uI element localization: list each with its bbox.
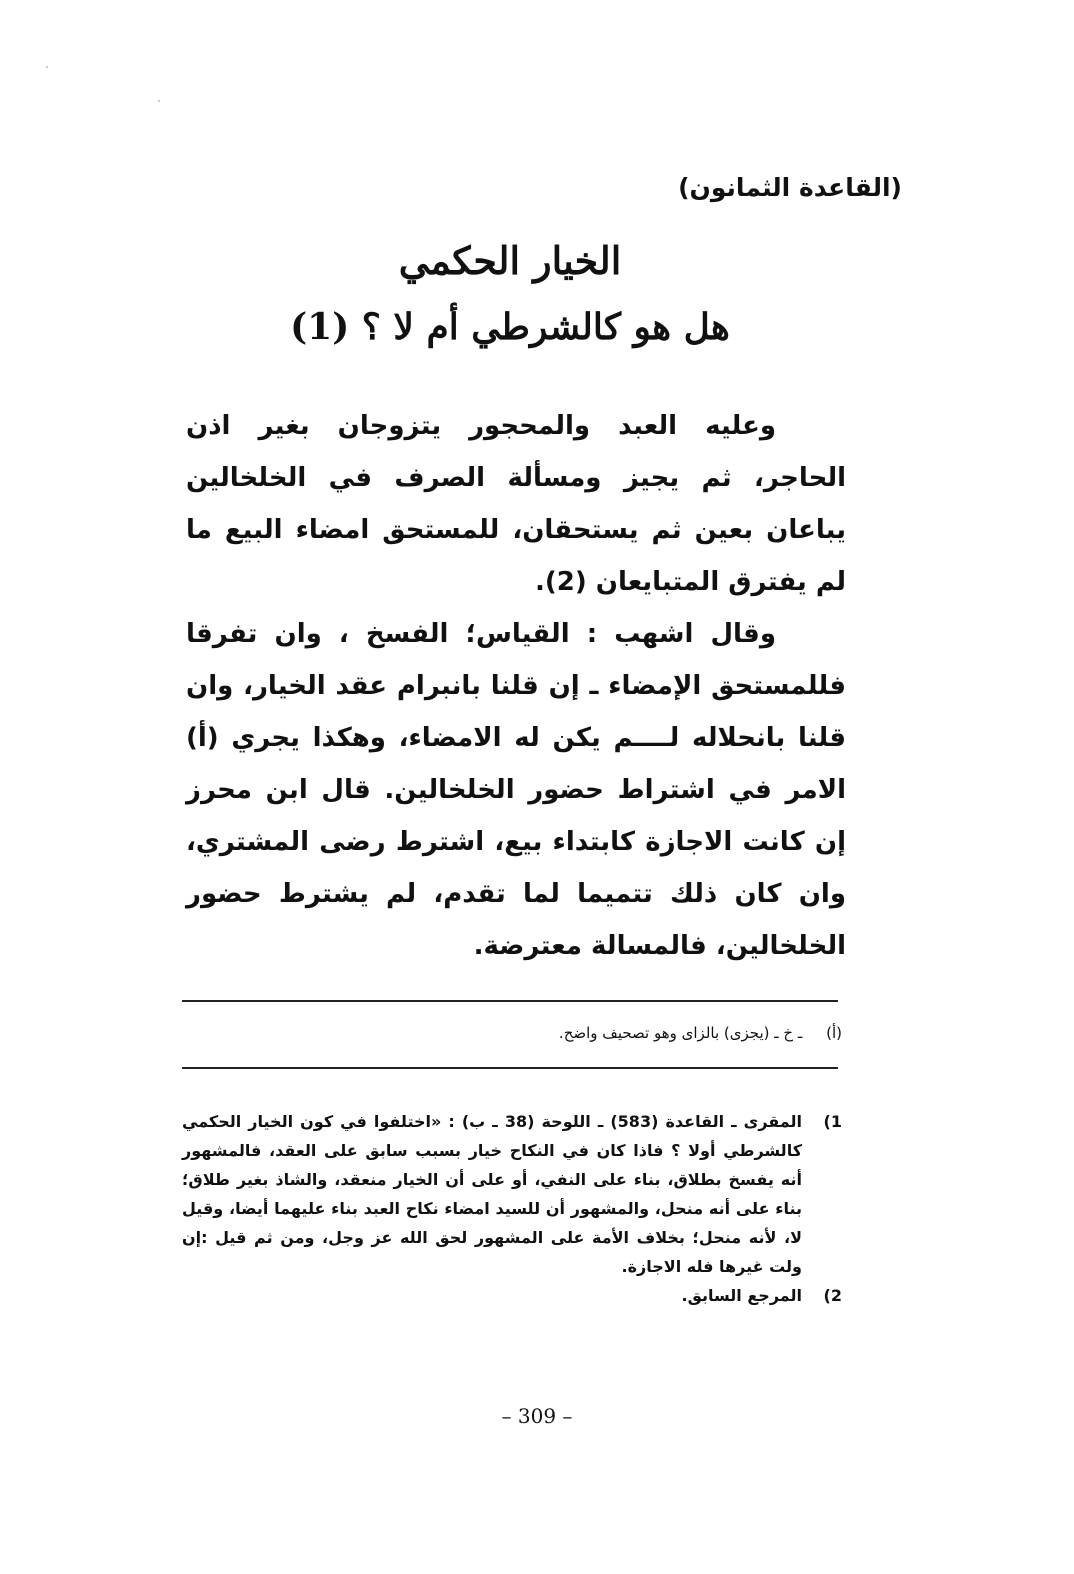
footnote-text: المقرى ـ القاعدة (583) ـ اللوحة (38 ـ ب) : «اختلفوا في كون الخيار الحكمي كالشرطي أولا ؟ فاذا كان في النكاح خيار بسبب سابق على العقد، فالمشهور أنه يفسخ بطلاق، بناء على النفي، أو على أن الخيار منعقد، والشاذ بغير طلاق؛ بناء على أنه منحل، والمشهور أن للسيد امضاء نكاح العبد بناء عليهما أيضا، وقيل لا، لأنه منحل؛ بخلاف الأمة على المشهور لحق الله عز وجل، ومن ثم قيل :إن ولت غيرها فله الاجازة. bbox=[182, 1112, 803, 1276]
footnote bbox=[182, 1281, 842, 1310]
scan-speck bbox=[158, 100, 160, 102]
scan-speck bbox=[46, 66, 48, 68]
rule-title: (القاعدة الثمانون) bbox=[678, 173, 902, 202]
sub-title: هل هو كالشرطي أم لا ؟ (1) bbox=[290, 306, 730, 348]
variant-note-marker: (أ) bbox=[826, 1024, 842, 1042]
footnote bbox=[182, 1107, 842, 1281]
footnotes bbox=[182, 1107, 842, 1310]
page-number: – 309 – bbox=[501, 1404, 573, 1428]
footnote-divider-top bbox=[182, 1000, 838, 1002]
body-paragraph: وقال اشهب : القياس؛ الفسخ ، وان تفرقا فللمستحق الإمضاء ـ إن قلنا بانبرام عقد الخيار، وان قلنا بانحلاله لــــم يكن له الامضاء، وهكذا يجري (أ) الامر في اشتراط حضور الخلخالين. قال ابن محرز إن كانت الاجازة كابتداء بيع، اشترط رضى المشتري، وان كان ذلك تتميما لما تقدم، لم يشترط حضور الخلخالين، فالمسالة معترضة. bbox=[186, 619, 846, 961]
body-text bbox=[186, 400, 846, 972]
footnote-text: المرجع السابق. bbox=[681, 1286, 802, 1305]
main-title: الخيار الحكمي bbox=[398, 238, 622, 283]
footnote-number: 1) bbox=[823, 1112, 842, 1131]
footnote-number: 2) bbox=[823, 1286, 842, 1305]
variant-note bbox=[222, 1020, 842, 1046]
footnote-divider-bottom bbox=[182, 1067, 838, 1069]
body-paragraph: وعليه العبد والمحجور يتزوجان بغير اذن الحاجر، ثم يجيز ومسألة الصرف في الخلخالين يباعان بعين ثم يستحقان، للمستحق امضاء البيع ما لم يفترق المتبايعان (2). bbox=[186, 411, 846, 597]
variant-note-text: ـ خ ـ (يجزى) بالزاى وهو تصحيف واضح. bbox=[558, 1024, 803, 1042]
